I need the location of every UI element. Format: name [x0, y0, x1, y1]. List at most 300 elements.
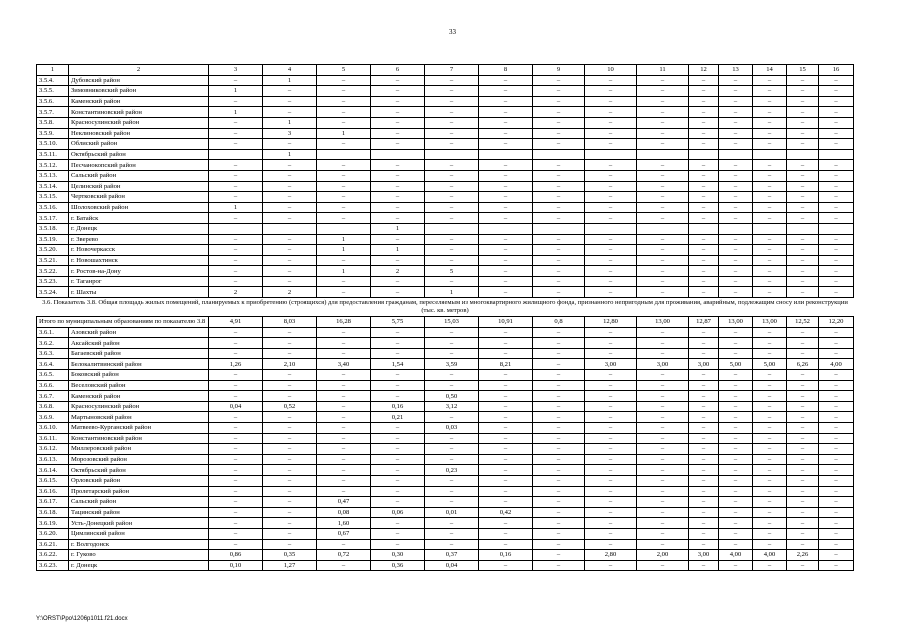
value-cell: – [585, 266, 637, 277]
value-cell: – [479, 192, 533, 203]
value-cell [719, 149, 753, 160]
value-cell: – [263, 518, 317, 529]
value-cell: – [689, 245, 719, 256]
value-cell: – [719, 213, 753, 224]
value-cell: – [371, 465, 425, 476]
value-cell: – [479, 287, 533, 298]
table-row [37, 202, 854, 213]
row-code-cell: 3.6.3. [37, 348, 69, 359]
value-cell: – [479, 539, 533, 550]
section-title: 3.6. Показатель 3.8. Общая площадь жилых помещений, планируемых к приобретению (строящихся) для предоставления гражданам, переселяемым из многоквартирного жилищного фонда, признанного непригодным для проживания, аварийным, подлежащим сносу или реконструкции (тыс. кв. метров) [37, 298, 854, 317]
value-cell: – [317, 202, 371, 213]
value-cell: – [209, 370, 263, 381]
value-cell: – [719, 128, 753, 139]
value-cell: 0,35 [263, 550, 317, 561]
value-cell: – [479, 518, 533, 529]
value-cell: – [753, 160, 787, 171]
municipality-name-cell: Красносулинский район [69, 401, 209, 412]
value-cell: – [753, 107, 787, 118]
value-cell: – [479, 160, 533, 171]
municipality-name-cell: г. Шахты [69, 287, 209, 298]
value-cell: – [753, 266, 787, 277]
value-cell: – [689, 444, 719, 455]
value-cell: – [317, 213, 371, 224]
value-cell: – [719, 486, 753, 497]
value-cell: – [787, 86, 819, 97]
value-cell: – [689, 560, 719, 571]
value-cell: – [585, 234, 637, 245]
value-cell: – [479, 139, 533, 150]
value-cell: – [425, 486, 479, 497]
value-cell: – [371, 86, 425, 97]
row-code-cell: 3.5.12. [37, 160, 69, 171]
value-cell: – [787, 475, 819, 486]
value-cell: – [819, 245, 854, 256]
row-code-cell: 3.5.5. [37, 86, 69, 97]
value-cell: – [787, 139, 819, 150]
value-cell: – [425, 234, 479, 245]
value-cell: – [317, 539, 371, 550]
value-cell: – [719, 96, 753, 107]
value-cell: – [819, 338, 854, 349]
value-cell: – [787, 539, 819, 550]
value-cell: – [317, 412, 371, 423]
value-cell: – [637, 370, 689, 381]
value-cell: – [753, 327, 787, 338]
row-code-cell: 3.5.22. [37, 266, 69, 277]
value-cell: – [753, 255, 787, 266]
value-cell: – [753, 338, 787, 349]
value-cell: – [689, 255, 719, 266]
value-cell: – [209, 128, 263, 139]
column-number-cell: 6 [371, 65, 425, 76]
value-cell [479, 223, 533, 234]
row-code-cell: 3.6.15. [37, 475, 69, 486]
table-row [37, 287, 854, 298]
value-cell: – [479, 380, 533, 391]
value-cell: – [753, 444, 787, 455]
value-cell: – [479, 107, 533, 118]
value-cell: 3,59 [425, 359, 479, 370]
value-cell: – [425, 327, 479, 338]
value-cell: – [425, 444, 479, 455]
value-cell: – [753, 560, 787, 571]
value-cell: – [317, 433, 371, 444]
value-cell: – [371, 528, 425, 539]
value-cell: – [585, 181, 637, 192]
value-cell: – [787, 528, 819, 539]
value-cell: – [425, 170, 479, 181]
column-number-cell: 3 [209, 65, 263, 76]
value-cell: 1,54 [371, 359, 425, 370]
value-cell: 0,04 [425, 560, 479, 571]
value-cell: – [317, 560, 371, 571]
table-row [37, 107, 854, 118]
value-cell: – [787, 128, 819, 139]
value-cell: – [533, 181, 585, 192]
municipality-name-cell: Октябрьский район [69, 149, 209, 160]
value-cell: – [753, 86, 787, 97]
value-cell: – [263, 348, 317, 359]
footer-file-path: Y:\ORST\Ppo\1206p1011.f21.docx [36, 616, 128, 622]
value-cell [425, 223, 479, 234]
data-table [36, 64, 854, 571]
value-cell: – [719, 433, 753, 444]
value-cell: – [209, 454, 263, 465]
value-cell: – [753, 370, 787, 381]
value-cell: – [787, 454, 819, 465]
value-cell: – [371, 234, 425, 245]
value-cell: – [719, 234, 753, 245]
value-cell: – [425, 213, 479, 224]
total-value-cell: 13,00 [637, 317, 689, 328]
row-code-cell: 3.6.19. [37, 518, 69, 529]
value-cell: 2,80 [585, 550, 637, 561]
value-cell: – [689, 86, 719, 97]
value-cell: – [637, 348, 689, 359]
value-cell: – [637, 560, 689, 571]
value-cell: – [753, 475, 787, 486]
value-cell: – [719, 454, 753, 465]
value-cell: – [689, 518, 719, 529]
value-cell: – [317, 192, 371, 203]
value-cell: – [479, 245, 533, 256]
value-cell: – [637, 160, 689, 171]
value-cell: – [317, 391, 371, 402]
value-cell: – [371, 380, 425, 391]
table-row [37, 255, 854, 266]
row-code-cell: 3.6.10. [37, 423, 69, 434]
value-cell: – [209, 213, 263, 224]
value-cell: – [585, 287, 637, 298]
value-cell: 0,50 [425, 391, 479, 402]
table-row [37, 391, 854, 402]
value-cell: – [787, 192, 819, 203]
value-cell: – [371, 539, 425, 550]
value-cell [787, 149, 819, 160]
municipality-name-cell: г. Донецк [69, 560, 209, 571]
value-cell: – [425, 255, 479, 266]
value-cell: 1,60 [317, 518, 371, 529]
value-cell: – [753, 287, 787, 298]
table-row [37, 370, 854, 381]
column-number-cell: 5 [317, 65, 371, 76]
value-cell: – [689, 327, 719, 338]
value-cell: – [719, 75, 753, 86]
value-cell: – [719, 444, 753, 455]
value-cell: – [263, 266, 317, 277]
value-cell: – [585, 338, 637, 349]
value-cell: – [689, 433, 719, 444]
municipality-name-cell: Неклиновский район [69, 128, 209, 139]
total-value-cell: 15,03 [425, 317, 479, 328]
value-cell: – [479, 128, 533, 139]
value-cell: – [533, 327, 585, 338]
value-cell [425, 149, 479, 160]
value-cell: – [209, 348, 263, 359]
value-cell: – [425, 107, 479, 118]
value-cell: – [819, 401, 854, 412]
value-cell [819, 149, 854, 160]
value-cell: – [689, 423, 719, 434]
table-row [37, 86, 854, 97]
value-cell: – [371, 202, 425, 213]
value-cell: – [371, 255, 425, 266]
value-cell [689, 149, 719, 160]
value-cell: – [819, 380, 854, 391]
row-code-cell: 3.5.14. [37, 181, 69, 192]
value-cell: – [637, 170, 689, 181]
row-code-cell: 3.6.8. [37, 401, 69, 412]
value-cell: – [689, 276, 719, 287]
value-cell: – [479, 433, 533, 444]
value-cell [209, 149, 263, 160]
value-cell: – [263, 160, 317, 171]
value-cell: 1 [263, 117, 317, 128]
value-cell: – [719, 348, 753, 359]
value-cell: – [787, 486, 819, 497]
value-cell: – [585, 380, 637, 391]
value-cell: – [263, 423, 317, 434]
value-cell: – [263, 380, 317, 391]
value-cell: – [637, 287, 689, 298]
value-cell: – [425, 518, 479, 529]
value-cell: – [753, 380, 787, 391]
value-cell: – [533, 234, 585, 245]
value-cell [263, 223, 317, 234]
value-cell: – [753, 117, 787, 128]
value-cell: – [209, 75, 263, 86]
value-cell: – [819, 433, 854, 444]
value-cell: – [425, 539, 479, 550]
value-cell: – [819, 202, 854, 213]
value-cell: – [479, 486, 533, 497]
value-cell: – [263, 181, 317, 192]
value-cell: 2,00 [637, 550, 689, 561]
value-cell: – [819, 423, 854, 434]
value-cell: 1 [263, 75, 317, 86]
value-cell: – [263, 170, 317, 181]
value-cell: – [787, 213, 819, 224]
value-cell: – [787, 245, 819, 256]
value-cell: 8,21 [479, 359, 533, 370]
value-cell: – [819, 560, 854, 571]
value-cell: – [819, 391, 854, 402]
value-cell: – [689, 391, 719, 402]
value-cell: 0,30 [371, 550, 425, 561]
value-cell: – [585, 528, 637, 539]
value-cell: – [209, 465, 263, 476]
value-cell: – [425, 117, 479, 128]
municipality-name-cell: Веселовский район [69, 380, 209, 391]
value-cell: – [317, 107, 371, 118]
value-cell: – [637, 181, 689, 192]
value-cell: – [719, 160, 753, 171]
row-code-cell: 3.5.24. [37, 287, 69, 298]
value-cell: – [209, 423, 263, 434]
value-cell: – [263, 539, 317, 550]
value-cell: – [719, 391, 753, 402]
value-cell: – [209, 518, 263, 529]
total-row [37, 317, 854, 328]
value-cell: – [753, 96, 787, 107]
table-row [37, 160, 854, 171]
value-cell: – [637, 86, 689, 97]
value-cell: – [787, 287, 819, 298]
value-cell: – [479, 181, 533, 192]
municipality-name-cell: Миллеровский район [69, 444, 209, 455]
value-cell: – [533, 202, 585, 213]
value-cell: 0,72 [317, 550, 371, 561]
value-cell: – [209, 539, 263, 550]
table-row [37, 128, 854, 139]
table-row [37, 423, 854, 434]
value-cell: – [585, 444, 637, 455]
value-cell: – [479, 338, 533, 349]
value-cell: – [819, 117, 854, 128]
value-cell: – [637, 234, 689, 245]
value-cell: – [209, 266, 263, 277]
value-cell: 0,16 [479, 550, 533, 561]
value-cell: – [371, 276, 425, 287]
value-cell: 3,00 [637, 359, 689, 370]
value-cell: – [533, 465, 585, 476]
value-cell: – [787, 255, 819, 266]
value-cell: – [753, 75, 787, 86]
value-cell: – [263, 465, 317, 476]
value-cell: 0,23 [425, 465, 479, 476]
row-code-cell: 3.6.11. [37, 433, 69, 444]
value-cell: – [689, 181, 719, 192]
value-cell: – [263, 444, 317, 455]
value-cell: – [209, 338, 263, 349]
value-cell: – [719, 117, 753, 128]
value-cell: – [585, 465, 637, 476]
value-cell: – [819, 465, 854, 476]
value-cell: – [787, 391, 819, 402]
table-row [37, 539, 854, 550]
value-cell: – [819, 96, 854, 107]
value-cell: – [585, 107, 637, 118]
value-cell: – [209, 433, 263, 444]
value-cell: – [317, 370, 371, 381]
value-cell: – [819, 266, 854, 277]
value-cell: 0,03 [425, 423, 479, 434]
value-cell: – [263, 338, 317, 349]
municipality-name-cell: Каменский район [69, 391, 209, 402]
value-cell: – [533, 497, 585, 508]
value-cell [689, 223, 719, 234]
value-cell: – [637, 327, 689, 338]
value-cell: – [585, 412, 637, 423]
value-cell: – [753, 170, 787, 181]
value-cell: – [263, 507, 317, 518]
value-cell: – [317, 327, 371, 338]
value-cell: 3,00 [585, 359, 637, 370]
value-cell: – [689, 401, 719, 412]
value-cell: 6,26 [787, 359, 819, 370]
value-cell: – [637, 391, 689, 402]
value-cell: – [787, 327, 819, 338]
value-cell: – [317, 287, 371, 298]
value-cell: – [479, 276, 533, 287]
row-code-cell: 3.5.7. [37, 107, 69, 118]
value-cell: – [263, 433, 317, 444]
total-value-cell: 12,52 [787, 317, 819, 328]
municipality-name-cell: Цимлянский район [69, 528, 209, 539]
row-code-cell: 3.6.5. [37, 370, 69, 381]
value-cell: – [689, 348, 719, 359]
municipality-name-cell: Каменский район [69, 96, 209, 107]
value-cell: – [637, 518, 689, 529]
value-cell: – [425, 181, 479, 192]
total-value-cell: 12,87 [689, 317, 719, 328]
value-cell: – [371, 107, 425, 118]
value-cell: – [585, 348, 637, 359]
value-cell: – [719, 497, 753, 508]
table-row [37, 327, 854, 338]
table-row [37, 528, 854, 539]
value-cell: – [317, 423, 371, 434]
row-code-cell: 3.6.17. [37, 497, 69, 508]
value-cell: – [425, 86, 479, 97]
value-cell: – [371, 327, 425, 338]
value-cell: – [585, 391, 637, 402]
column-number-cell: 11 [637, 65, 689, 76]
total-value-cell: 16,28 [317, 317, 371, 328]
value-cell: – [263, 486, 317, 497]
value-cell: – [689, 465, 719, 476]
value-cell: – [371, 370, 425, 381]
value-cell: 3,00 [689, 359, 719, 370]
value-cell: – [585, 370, 637, 381]
municipality-name-cell: Усть-Донецкий район [69, 518, 209, 529]
value-cell: – [371, 160, 425, 171]
value-cell: – [209, 255, 263, 266]
value-cell: – [425, 370, 479, 381]
value-cell: – [263, 96, 317, 107]
value-cell: – [479, 266, 533, 277]
value-cell: – [479, 401, 533, 412]
value-cell: – [585, 539, 637, 550]
value-cell: – [819, 412, 854, 423]
value-cell: – [637, 266, 689, 277]
value-cell: – [533, 401, 585, 412]
value-cell: – [719, 518, 753, 529]
value-cell: – [263, 276, 317, 287]
column-number-cell: 16 [819, 65, 854, 76]
value-cell: – [719, 276, 753, 287]
value-cell: – [533, 507, 585, 518]
row-code-cell: 3.5.9. [37, 128, 69, 139]
row-code-cell: 3.6.20. [37, 528, 69, 539]
value-cell: – [425, 528, 479, 539]
value-cell: – [425, 128, 479, 139]
value-cell: – [637, 107, 689, 118]
value-cell: – [371, 475, 425, 486]
value-cell: 1 [263, 149, 317, 160]
value-cell: – [819, 139, 854, 150]
table-row [37, 245, 854, 256]
table-row [37, 213, 854, 224]
value-cell: – [263, 139, 317, 150]
value-cell: – [637, 497, 689, 508]
value-cell: – [479, 213, 533, 224]
value-cell: – [585, 507, 637, 518]
value-cell: – [787, 181, 819, 192]
value-cell: – [425, 454, 479, 465]
value-cell [719, 223, 753, 234]
